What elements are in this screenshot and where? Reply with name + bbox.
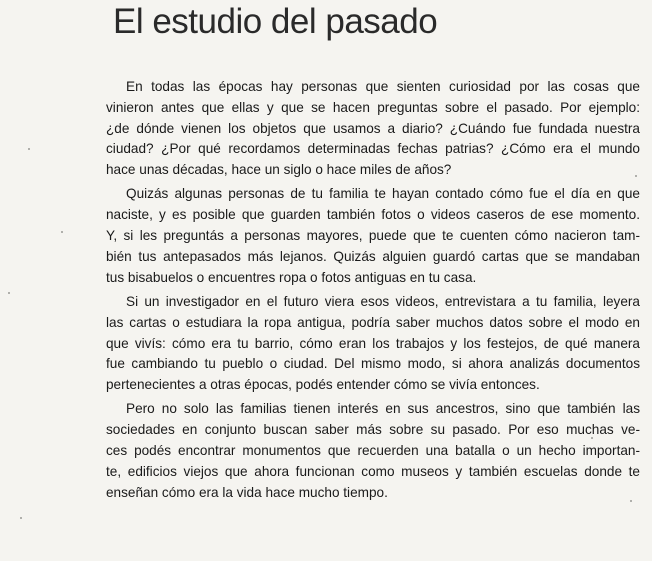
text-line: enseñan cómo era la vida hace mucho tiempo. xyxy=(106,484,388,500)
text-line: naciste, y es posible que guarden también fotos o videos caseros de ese momento. xyxy=(106,207,640,223)
scan-speck xyxy=(635,175,637,177)
text-line: En todas las épocas hay personas que sienten curiosidad por las cosas que xyxy=(126,79,640,94)
paragraph-4 xyxy=(106,399,640,503)
paragraph-3 xyxy=(106,292,640,396)
text-line: Si un investigador en el futuro viera esos videos, entrevistara a tu familia, leyera xyxy=(126,293,640,309)
text-line: tus bisabuelos o encuentres ropa o fotos antiguas en tu casa. xyxy=(106,269,477,285)
text-line: Pero no solo las familias tienen interés en sus ancestros, sino que también las xyxy=(126,401,640,417)
text-line: Y, si les preguntás a personas mayores, puede que te cuenten cómo nacieron tam- xyxy=(106,228,640,244)
scan-speck xyxy=(8,292,10,294)
text-line: ces podés encontrar monumentos que recuerden una batalla o un hecho importan- xyxy=(106,443,640,459)
scan-speck xyxy=(20,517,22,519)
text-line: te, edificios viejos que ahora funcionan como museos y también escuelas donde te xyxy=(106,463,640,479)
text-line: que vivís: cómo era tu barrio, cómo eran los trabajos y los festejos, de qué manera xyxy=(106,335,640,351)
text-line: ciudad? ¿Por qué recordamos determinadas fechas patrias? ¿Cómo era el mundo xyxy=(106,141,640,157)
text-line: fue cambiando tu pueblo o ciudad. Del mismo modo, si ahora analizás documentos xyxy=(106,356,640,372)
paragraph-1 xyxy=(106,77,640,181)
text-line: vinieron antes que ellas y que se hacen preguntas sobre el pasado. Por ejemplo: xyxy=(106,99,640,115)
scan-speck xyxy=(61,231,63,233)
scan-speck xyxy=(630,500,632,502)
text-line: bién tus antepasados más lejanos. Quizás alguien guardó cartas que se mandaban xyxy=(106,248,640,264)
text-line: ¿de dónde vienen los objetos que usamos a diario? ¿Cuándo fue fundada nuestra xyxy=(106,120,640,136)
scan-speck xyxy=(591,437,593,439)
text-line: hace unas décadas, hace un siglo o hace miles de años? xyxy=(106,162,452,178)
text-line: Quizás algunas personas de tu familia te hayan contado cómo fue el día en que xyxy=(126,186,640,202)
scan-speck xyxy=(28,148,30,150)
text-line: pertenecientes a otras épocas, podés entender cómo se vivía entonces. xyxy=(106,377,540,393)
text-line: sociedades en conjunto buscan saber más sobre su pasado. Por eso muchas ve- xyxy=(106,422,640,438)
paragraph-2 xyxy=(106,184,640,288)
page-title: El estudio del pasado xyxy=(113,2,438,41)
text-line: las cartas o estudiara la ropa antigua, podría saber muchos datos sobre el modo en xyxy=(106,314,640,330)
body-text xyxy=(106,77,640,507)
